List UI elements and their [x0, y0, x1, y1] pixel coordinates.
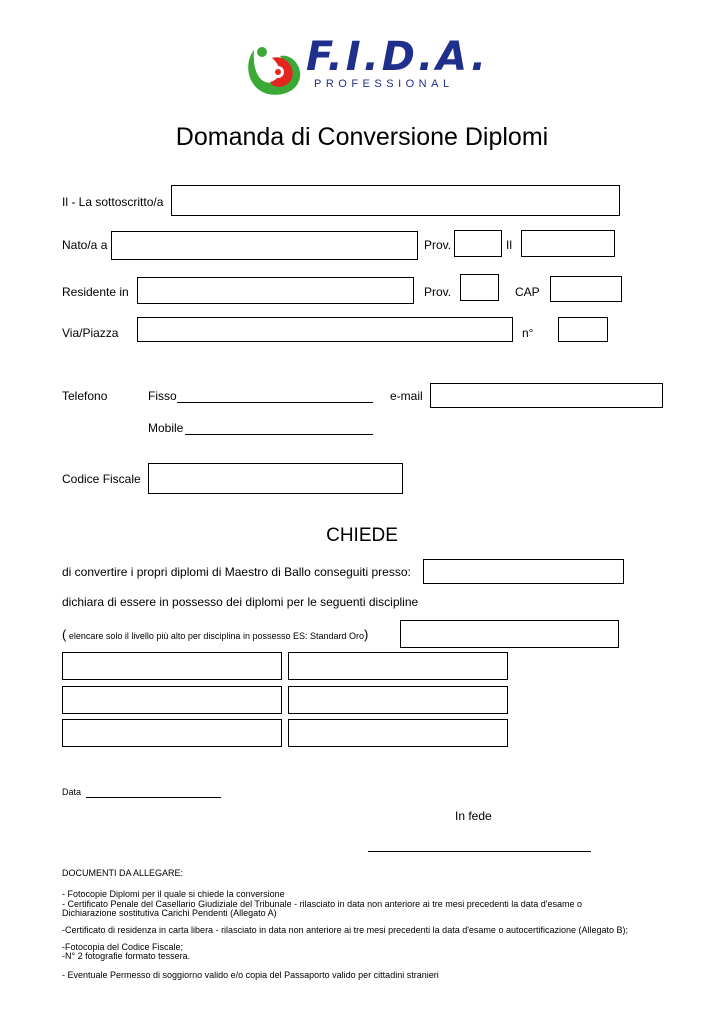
in-fede-label: In fede — [455, 809, 492, 823]
codice-fiscale-field[interactable] — [148, 463, 403, 494]
prov-residenza-field[interactable] — [460, 274, 499, 301]
disciplina-field-4[interactable] — [288, 686, 508, 714]
prov-nascita-field[interactable] — [454, 230, 502, 257]
codice-fiscale-label: Codice Fiscale — [62, 472, 141, 486]
mobile-label: Mobile — [148, 421, 184, 435]
discipline-text: dichiara di essere in possesso dei diplomi per le seguenti discipline — [62, 595, 419, 609]
disciplina-field-2[interactable] — [288, 652, 508, 680]
page-title: Domanda di Conversione Diplomi — [175, 123, 549, 151]
paren-close: ) — [364, 627, 369, 642]
sottoscritto-label: Il - La sottoscritto/a — [62, 195, 164, 209]
cap-label: CAP — [515, 285, 540, 299]
paren-open: ( — [62, 627, 67, 642]
data-nascita-label: Il — [506, 238, 512, 252]
nato-field[interactable] — [111, 231, 418, 260]
doc-item: - Eventuale Permesso di soggiorno valido e/o copia del Passaporto valido per cittadini stranieri — [62, 970, 439, 980]
civico-field[interactable] — [558, 317, 608, 342]
livello-field[interactable] — [400, 620, 619, 648]
doc-item: Dichiarazione sostitutiva Carichi Pendenti (Allegato A) — [62, 908, 277, 918]
elencare-text — [62, 627, 368, 642]
nato-label: Nato/a a — [62, 238, 108, 252]
logo-subtitle: PROFESSIONAL — [314, 78, 454, 90]
residente-label: Residente in — [62, 285, 129, 299]
fida-logo-icon — [240, 32, 310, 102]
doc-item: -N° 2 fotografie formato tessera. — [62, 951, 191, 961]
fisso-line[interactable] — [177, 389, 373, 403]
chiede-heading: CHIEDE — [326, 525, 398, 546]
disciplina-field-5[interactable] — [62, 719, 282, 747]
disciplina-field-3[interactable] — [62, 686, 282, 714]
logo-brand: F.I.D.A. — [306, 34, 490, 80]
residente-field[interactable] — [137, 277, 414, 304]
cap-field[interactable] — [550, 276, 622, 302]
data-line[interactable] — [86, 787, 221, 798]
email-field[interactable] — [430, 383, 663, 408]
disciplina-field-1[interactable] — [62, 652, 282, 680]
doc-item: -Fotocopia del Codice Fiscale; — [62, 942, 184, 952]
telefono-label: Telefono — [62, 389, 108, 403]
email-label: e-mail — [390, 389, 423, 403]
scuola-field[interactable] — [423, 559, 624, 584]
logo — [240, 32, 490, 102]
convertire-text: di convertire i propri diplomi di Maestro di Ballo conseguiti presso: — [62, 565, 411, 579]
documenti-heading: DOCUMENTI DA ALLEGARE: — [62, 868, 184, 878]
via-field[interactable] — [137, 317, 513, 342]
firma-line[interactable] — [368, 838, 591, 852]
fisso-label: Fisso — [148, 389, 177, 403]
elencare-note: elencare solo il livello più alto per disciplina in possesso ES: Standard Oro — [66, 631, 365, 641]
data-nascita-field[interactable] — [521, 230, 615, 257]
civico-label: n° — [522, 326, 534, 340]
disciplina-field-6[interactable] — [288, 719, 508, 747]
doc-item: -Certificato di residenza in carta libera - rilasciato in data non anteriore ai tre mesi precedenti la data d'esame o autocertificazione (Allegato B); — [62, 925, 629, 935]
prov-nascita-label: Prov. — [424, 238, 452, 252]
doc-item: - Fotocopie Diplomi per il quale si chiede la conversione — [62, 889, 285, 899]
via-label: Via/Piazza — [62, 326, 119, 340]
mobile-line[interactable] — [185, 421, 373, 435]
data-label: Data — [62, 787, 82, 797]
sottoscritto-field[interactable] — [171, 185, 620, 216]
doc-item: - Certificato Penale del Casellario Giudiziale del Tribunale - rilasciato in data non anteriore ai tre mesi precedenti la data d'esame o — [62, 899, 582, 909]
prov-residenza-label: Prov. — [424, 285, 452, 299]
